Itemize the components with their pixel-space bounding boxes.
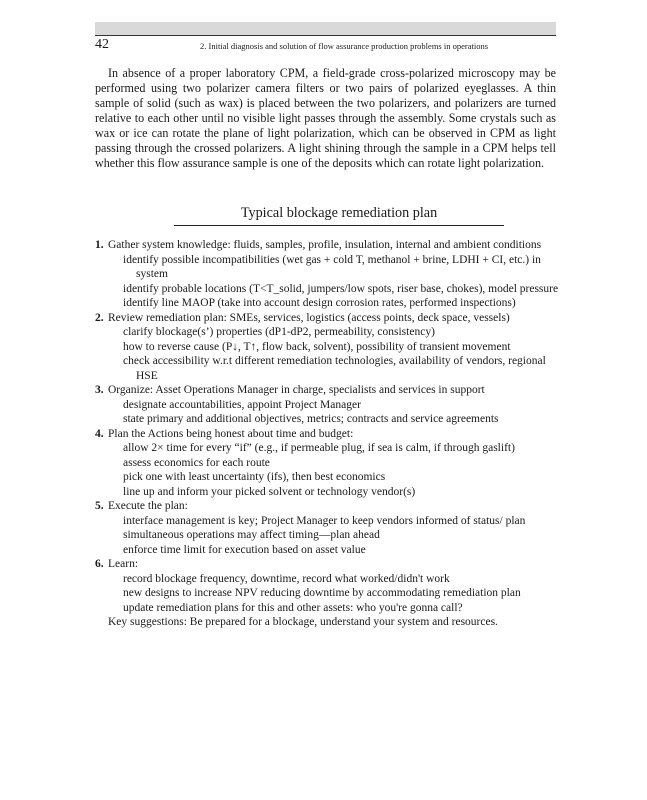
plan-sub-item: state primary and additional objectives, metrics; contracts and service agreements (123, 413, 499, 425)
plan-step-number: 4. (95, 427, 104, 440)
plan-step-number: 3. (95, 384, 104, 396)
plan-step-heading (95, 238, 565, 253)
plan-sub-item: line up and inform your picked solvent or technology vendor(s) (123, 485, 416, 498)
plan-sub-item: identify probable locations (T<T_solid, jumpers/low spots, riser base, chokes), model pressure (123, 282, 559, 295)
plan-sub-item: allow 2× time for every “if” (e.g., if permeable plug, if sea is calm, if through gaslift) (123, 442, 515, 454)
plan-step (95, 311, 565, 384)
remediation-plan-list (95, 238, 565, 630)
plan-step-text: Gather system knowledge: fluids, samples, profile, insulation, internal and ambient conditions (108, 239, 542, 251)
plan-sub-item: enforce time limit for execution based on asset value (123, 543, 366, 556)
plan-sub-item: identify line MAOP (take into account design corrosion rates, performed inspections) (123, 297, 516, 309)
plan-step-heading (95, 311, 565, 326)
plan-step (95, 238, 565, 311)
plan-step (95, 557, 565, 615)
plan-step-number: 6. (95, 558, 104, 570)
plan-sub-item: designate accountabilities, appoint Project Manager (123, 398, 361, 411)
plan-step-number: 2. (95, 311, 104, 324)
plan-step (95, 383, 565, 427)
plan-step (95, 427, 565, 500)
body-paragraph: In absence of a proper laboratory CPM, a field-grade cross-polarized microscopy may be performed using two polarizer camera filters or two pairs of polarized eyeglasses. A thin sample of solid (such as wax) is placed between the two polarizers, and polarizers are turned relative to each other until no visible light passes through the assembly. Some crystals such as wax or ice can rotate the plane of light polarization, which can be observed in CPM as light passing through the crossed polarizers. A light shining through the sample in a CPM helps tell whether this flow assurance sample is one of the deposits which can rotate light polarization. (95, 66, 556, 170)
plan-step-text: Review remediation plan: SMEs, services, logistics (access points, deck space, vessels) (108, 311, 510, 324)
plan-step-number: 1. (95, 239, 104, 251)
key-suggestions: Key suggestions: Be prepared for a blockage, understand your system and resources. (108, 616, 498, 628)
plan-sub-item: update remediation plans for this and other assets: who you're gonna call? (123, 601, 463, 614)
plan-step-heading (95, 383, 565, 398)
page-number: 42 (95, 37, 109, 52)
plan-step-heading (95, 557, 565, 572)
plan-step-heading (95, 427, 565, 442)
plan-sub-item: clarify blockage(s’) properties (dP1-dP2, permeability, consistency) (123, 326, 435, 338)
plan-step-text: Learn: (108, 558, 139, 570)
plan-sub-item: interface management is key; Project Manager to keep vendors informed of status/ plan (123, 514, 526, 527)
header-bar (95, 22, 556, 35)
plan-sub-item: record blockage frequency, downtime, record what worked/didn't work (123, 572, 450, 585)
plan-step (95, 499, 565, 557)
plan-sub-item: how to reverse cause (P↓, T↑, flow back, solvent), possibility of transient movement (123, 340, 511, 353)
plan-sub-item: assess economics for each route (123, 456, 270, 469)
plan-step-text: Execute the plan: (108, 500, 188, 512)
plan-sub-item: simultaneous operations may affect timing—plan ahead (123, 529, 380, 541)
plan-step-heading (95, 499, 565, 514)
plan-sub-item: identify possible incompatibilities (wet gas + cold T, methanol + brine, LDHI + CI, etc.) in system (123, 253, 541, 280)
plan-step-number: 5. (95, 500, 104, 512)
plan-sub-item: pick one with least uncertainty (ifs), then best economics (123, 471, 386, 483)
plan-step-text: Organize: Asset Operations Manager in charge, specialists and services in support (108, 384, 485, 396)
header-rule (95, 35, 556, 36)
plan-sub-item: check accessibility w.r.t different remediation technologies, availability of vendors, regional HSE (123, 355, 546, 382)
plan-step-text: Plan the Actions being honest about time and budget: (108, 427, 354, 440)
running-head: 2. Initial diagnosis and solution of flow assurance production problems in operations (200, 41, 489, 51)
box-title: Typical blockage remediation plan (174, 205, 504, 226)
plan-sub-item: new designs to increase NPV reducing downtime by accommodating remediation plan (123, 587, 521, 599)
